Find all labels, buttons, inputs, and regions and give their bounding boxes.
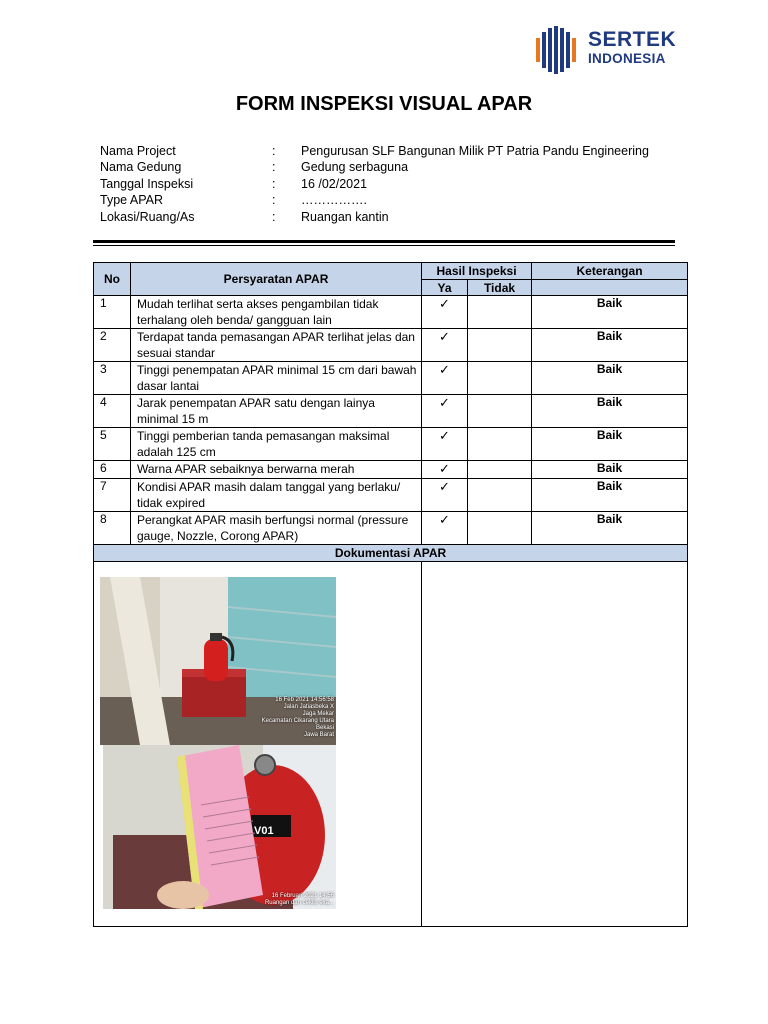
info-label: Nama Gedung (100, 160, 182, 175)
info-value: 16 /02/2021 (301, 176, 368, 191)
row-tidak (468, 479, 532, 512)
check-mark-icon: ✓ (422, 362, 468, 395)
photo-inspection-card-image (103, 745, 336, 909)
logo-text-line2: INDONESIA (588, 51, 666, 66)
row-requirement: Warna APAR sebaiknya berwarna merah (131, 461, 422, 479)
logo-text-line1: SERTEK (588, 28, 677, 51)
row-tidak (468, 461, 532, 479)
row-notes: Baik (532, 329, 688, 362)
check-mark-icon: ✓ (422, 395, 468, 428)
table-row (94, 296, 688, 329)
table-row (94, 395, 688, 428)
header-no: No (94, 263, 131, 296)
info-label: Type APAR (100, 193, 163, 208)
row-tidak (468, 329, 532, 362)
info-colon: : (272, 176, 276, 191)
table-row (94, 512, 688, 545)
check-mark-icon: ✓ (422, 479, 468, 512)
info-value: Gedung serbaguna (301, 160, 409, 175)
logo-mark-icon (534, 26, 582, 74)
row-number: 2 (94, 329, 131, 362)
photo-apar-location (100, 577, 336, 745)
row-number: 1 (94, 296, 131, 329)
row-requirement: Jarak penempatan APAR satu dengan lainya minimal 15 m (131, 395, 422, 428)
row-notes: Baik (532, 512, 688, 545)
header-no-result: Tidak (468, 280, 532, 296)
photo-stamp (265, 893, 334, 907)
stamp-line: Jawa Barat (303, 732, 334, 738)
row-number: 8 (94, 512, 131, 545)
stamp-line: Bekasi (315, 725, 334, 731)
check-mark-icon: ✓ (422, 428, 468, 461)
info-value: Pengurusan SLF Bangunan Milik PT Patria Pandu Engineering (301, 144, 649, 158)
stamp-line: Jalan Jatiasbeka X (283, 704, 334, 710)
check-mark-icon: ✓ (422, 329, 468, 362)
page-title: FORM INSPEKSI VISUAL APAR (235, 93, 533, 115)
table-row (94, 362, 688, 395)
row-notes: Baik (532, 395, 688, 428)
row-requirement: Kondisi APAR masih dalam tanggal yang berlaku/ tidak expired (131, 479, 422, 512)
info-label: Tanggal Inspeksi (100, 176, 194, 191)
row-requirement: Perangkat APAR masih berfungsi normal (pressure gauge, Nozzle, Corong APAR) (131, 512, 422, 545)
check-mark-icon: ✓ (422, 461, 468, 479)
header-notes: Keterangan (532, 263, 688, 280)
row-notes: Baik (532, 362, 688, 395)
row-requirement: Tinggi penempatan APAR minimal 15 cm dari bawah dasar lantai (131, 362, 422, 395)
row-notes: Baik (532, 296, 688, 329)
row-number: 7 (94, 479, 131, 512)
info-value: Ruangan kantin (301, 209, 389, 224)
header-requirement: Persyaratan APAR (131, 263, 422, 296)
row-tidak (468, 512, 532, 545)
check-mark-icon: ✓ (422, 512, 468, 545)
info-colon: : (272, 144, 276, 158)
row-requirement: Tinggi pemberian tanda pemasangan maksimal adalah 125 cm (131, 428, 422, 461)
stamp-line: Jaga Mekar (302, 711, 334, 717)
header-yes: Ya (422, 280, 468, 296)
divider-thin (93, 245, 675, 246)
table-row (94, 461, 688, 479)
table-row (94, 428, 688, 461)
table-row (94, 479, 688, 512)
info-label: Lokasi/Ruang/As (100, 209, 195, 224)
row-number: 6 (94, 461, 131, 479)
photo-inspection-card (103, 745, 336, 909)
row-number: 4 (94, 395, 131, 428)
info-value: ……………. (301, 193, 367, 208)
info-label: Nama Project (100, 144, 176, 158)
row-number: 5 (94, 428, 131, 461)
row-tidak (468, 362, 532, 395)
row-number: 3 (94, 362, 131, 395)
stamp-line: Kecamatan Cikarang Utara (261, 718, 334, 724)
photo-cell-right (422, 562, 688, 927)
table-row (94, 329, 688, 362)
inspection-table (93, 262, 688, 927)
header-notes-sub (532, 280, 688, 296)
row-notes: Baik (532, 428, 688, 461)
documentation-header: Dokumentasi APAR (94, 545, 688, 562)
row-notes: Baik (532, 479, 688, 512)
check-mark-icon: ✓ (422, 296, 468, 329)
info-colon: : (272, 209, 276, 224)
row-tidak (468, 395, 532, 428)
photo-cell-left (94, 562, 422, 927)
stamp-line: 16 Feb 2021 14:56:58 (275, 697, 334, 703)
info-colon: : (272, 160, 276, 175)
extinguisher-tag: V01 (254, 825, 274, 837)
divider-thick (93, 240, 675, 243)
header-result: Hasil Inspeksi (422, 263, 532, 280)
info-colon: : (272, 193, 276, 208)
stamp-line: Ruangan dan ceklis exa... (264, 900, 334, 906)
stamp-line: 16 Februari 2021 14:56 (271, 893, 334, 899)
row-tidak (468, 296, 532, 329)
row-requirement: Terdapat tanda pemasangan APAR terlihat jelas dan sesuai standar (131, 329, 422, 362)
row-tidak (468, 428, 532, 461)
company-logo (534, 24, 677, 76)
row-notes: Baik (532, 461, 688, 479)
photo-stamp (262, 697, 334, 739)
row-requirement: Mudah terlihat serta akses pengambilan tidak terhalang oleh benda/ gangguan lain (131, 296, 422, 329)
